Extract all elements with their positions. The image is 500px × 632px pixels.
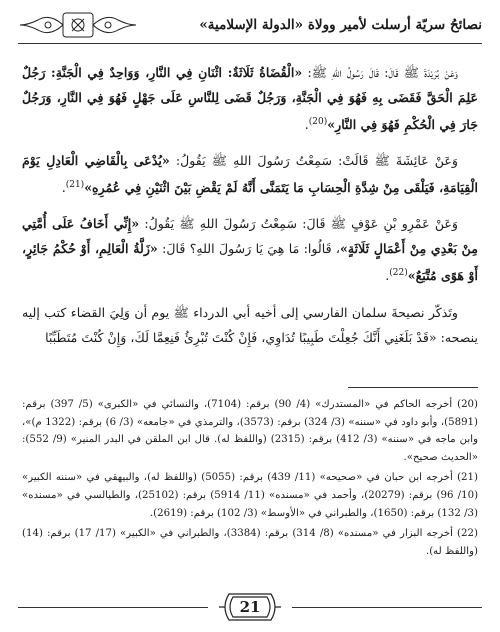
hadith-text: «زَلَّةُ الْعَالِمِ، أَوْ حُكْمُ جَائِرٍ، أَوْ هَوًى مُتَّبَعٌ»: [22, 241, 478, 284]
footnote-ref: (21): [65, 180, 85, 191]
footnote: (21) أخرجه ابن حبان في «صحيحه» (11/ 439) برقم: (5055) (واللفظ له)، والبيهقي في «سننه الكبير» (10/ 96) برقم: (20279)، وأحمد في «مسنده» (11/ 5914) برقم: (25102)، والطيالسي في «مسنده» (3/ 132) برقم: (1650)، والطبراني في «الأوسط» (3/ 102) برقم: (2619).: [22, 472, 479, 519]
footnote-separator: [348, 387, 478, 388]
paragraph-4: وتَذكّر نصيحةَ سلمان الفارسي إلى أخيه أبي الدرداء ﷺ يوم أن وَلِيَ القضاء كتب إليه ينصحه: «قَدْ بَلَغَنِي أَنَّكَ جُعِلْتَ طَبِيبًا تُدَاوِي، فَإِنْ كُنْتَ تُبْرِئُ فَنِعِمَّا لَكَ، وَإِنْ كُنْتَ مُتَطَبِّبًا: [22, 304, 478, 345]
paragraph-2: وَعَنْ عَائِشَةَ ﷺ قَالَتْ: سَمِعْتُ رَسُولَ اللهِ ﷺ يَقُولُ: «يُدْعَى بِالْقَاضِي الْعَادِلِ يَوْمَ الْقِيَامَةِ، فَيَلْقَى مِنْ شِدَّةِ الْحِسَابِ مَا يَتَمَنَّى أَنَّهُ لَمْ يَقْضِ بَيْنَ اثْنَيْنِ فِي عُمُرِهِ»$^{(21)}$.: [22, 153, 478, 196]
footnote-ref: (22): [389, 268, 408, 279]
paragraph-3: وَعَنْ عَمْرِو بْنِ عَوْفٍ ﷺ قَالَ: سَمِعْتُ رَسُولَ اللهِ ﷺ يَقُولُ: «إِنِّي أَخَافُ عَلَى أُمَّتِي مِنْ بَعْدِي مِنْ أَعْمَالٍ ثَلَاثَةٍ»، قَالُوا: مَا هِيَ يَا رَسُولَ اللهِ؟ قَالَ: «زَلَّةُ الْعَالِمِ، أَوْ حُكْمُ جَائِرٍ، أَوْ هَوًى مُتَّبَعٌ»$^{(22)}$.: [22, 216, 478, 284]
header-title: نصائحُ سريّة أرسلت لأمير وولاة «الدولة الإسلامية»: [199, 17, 482, 33]
running-header: [18, 8, 482, 42]
hadith-text: «إِنِّي أَخَافُ عَلَى أُمَّتِي مِنْ بَعْدِي مِنْ أَعْمَالٍ ثَلَاثَةٍ»: [22, 216, 478, 257]
footnote: (22) أخرجه البزار في «مسنده» (8/ 314) برقم: (3384)، والطبراني في «الكبير» (17/ 17) برقم: (14) (واللفظ له).: [22, 528, 478, 557]
header-ornament-icon: [18, 10, 138, 40]
header-rule: [18, 43, 482, 44]
quote-text: «قَدْ بَلَغَنِي أَنَّكَ جُعِلْتَ طَبِيبًا تُدَاوِي، فَإِنْ كُنْتَ تُبْرِئُ فَنِعِمَّا لَكَ، وَإِنْ كُنْتَ مُتَطَبِّبًا: [45, 329, 437, 345]
hadith-text: «يُدْعَى بِالْقَاضِي الْعَادِلِ يَوْمَ الْقِيَامَةِ، فَيَلْقَى مِنْ شِدَّةِ الْحِسَابِ مَا يَتَمَنَّى أَنَّهُ لَمْ يَقْضِ بَيْنَ اثْنَيْنِ فِي عُمُرِهِ»: [22, 153, 478, 196]
hadith-text: «الْقُضَاةُ ثَلَاثَةٌ: اثْنَانِ فِي النَّارِ، وَوَاحِدٌ فِي الْجَنَّةِ: رَجُلٌ عَلِمَ الْحَقَّ فَقَضَى بِهِ فَهُوَ فِي الْجَنَّةِ، وَرَجُلٌ قَضَى لِلنَّاسِ عَلَى جَهْلٍ فَهُوَ فِي النَّارِ، وَرَجُلٌ جَارَ فِي الْحُكْمِ فَهُوَ فِي النَّارِ»: [22, 65, 478, 133]
paragraph-1: وَعَنْ بُرَيْدَةَ ﷺ قَالَ: قَالَ رَسُولُ اللهِ ﷺ: «الْقُضَاةُ ثَلَاثَةٌ: اثْنَانِ فِي النَّارِ، وَوَاحِدٌ فِي الْجَنَّةِ: رَجُلٌ عَلِمَ الْحَقَّ فَقَضَى بِهِ فَهُوَ فِي الْجَنَّةِ، وَرَجُلٌ قَضَى لِلنَّاسِ عَلَى جَهْلٍ فَهُوَ فِي النَّارِ، وَرَجُلٌ جَارَ فِي الْحُكْمِ فَهُوَ فِي النَّارِ»$^{(20)}$.: [22, 65, 478, 133]
footer-rule-left: [18, 607, 208, 608]
page-number: 21: [239, 598, 261, 616]
footer-rule-right: [292, 607, 482, 608]
footnote: (20) أخرجه الحاكم في «المستدرك» (4/ 90) برقم: (7104)، والنسائي في «الكبرى» (5/ 397) برقم: (5891)، وأبو داود في «سننه» (3/ 324) برقم: (3573)، والترمذي في «جامعه» (3/ 6) برقم: (1322 م)»، وابن ماجه في «سننه» (3/ 412) برقم: (2315) (واللفظ له). قال ابن الملقن في البدر المنير» (9/ 552): «الحديث صحيح».: [22, 399, 479, 463]
main-text: [22, 60, 478, 361]
footnote-ref: (20): [308, 117, 328, 127]
footnotes: [22, 396, 478, 563]
